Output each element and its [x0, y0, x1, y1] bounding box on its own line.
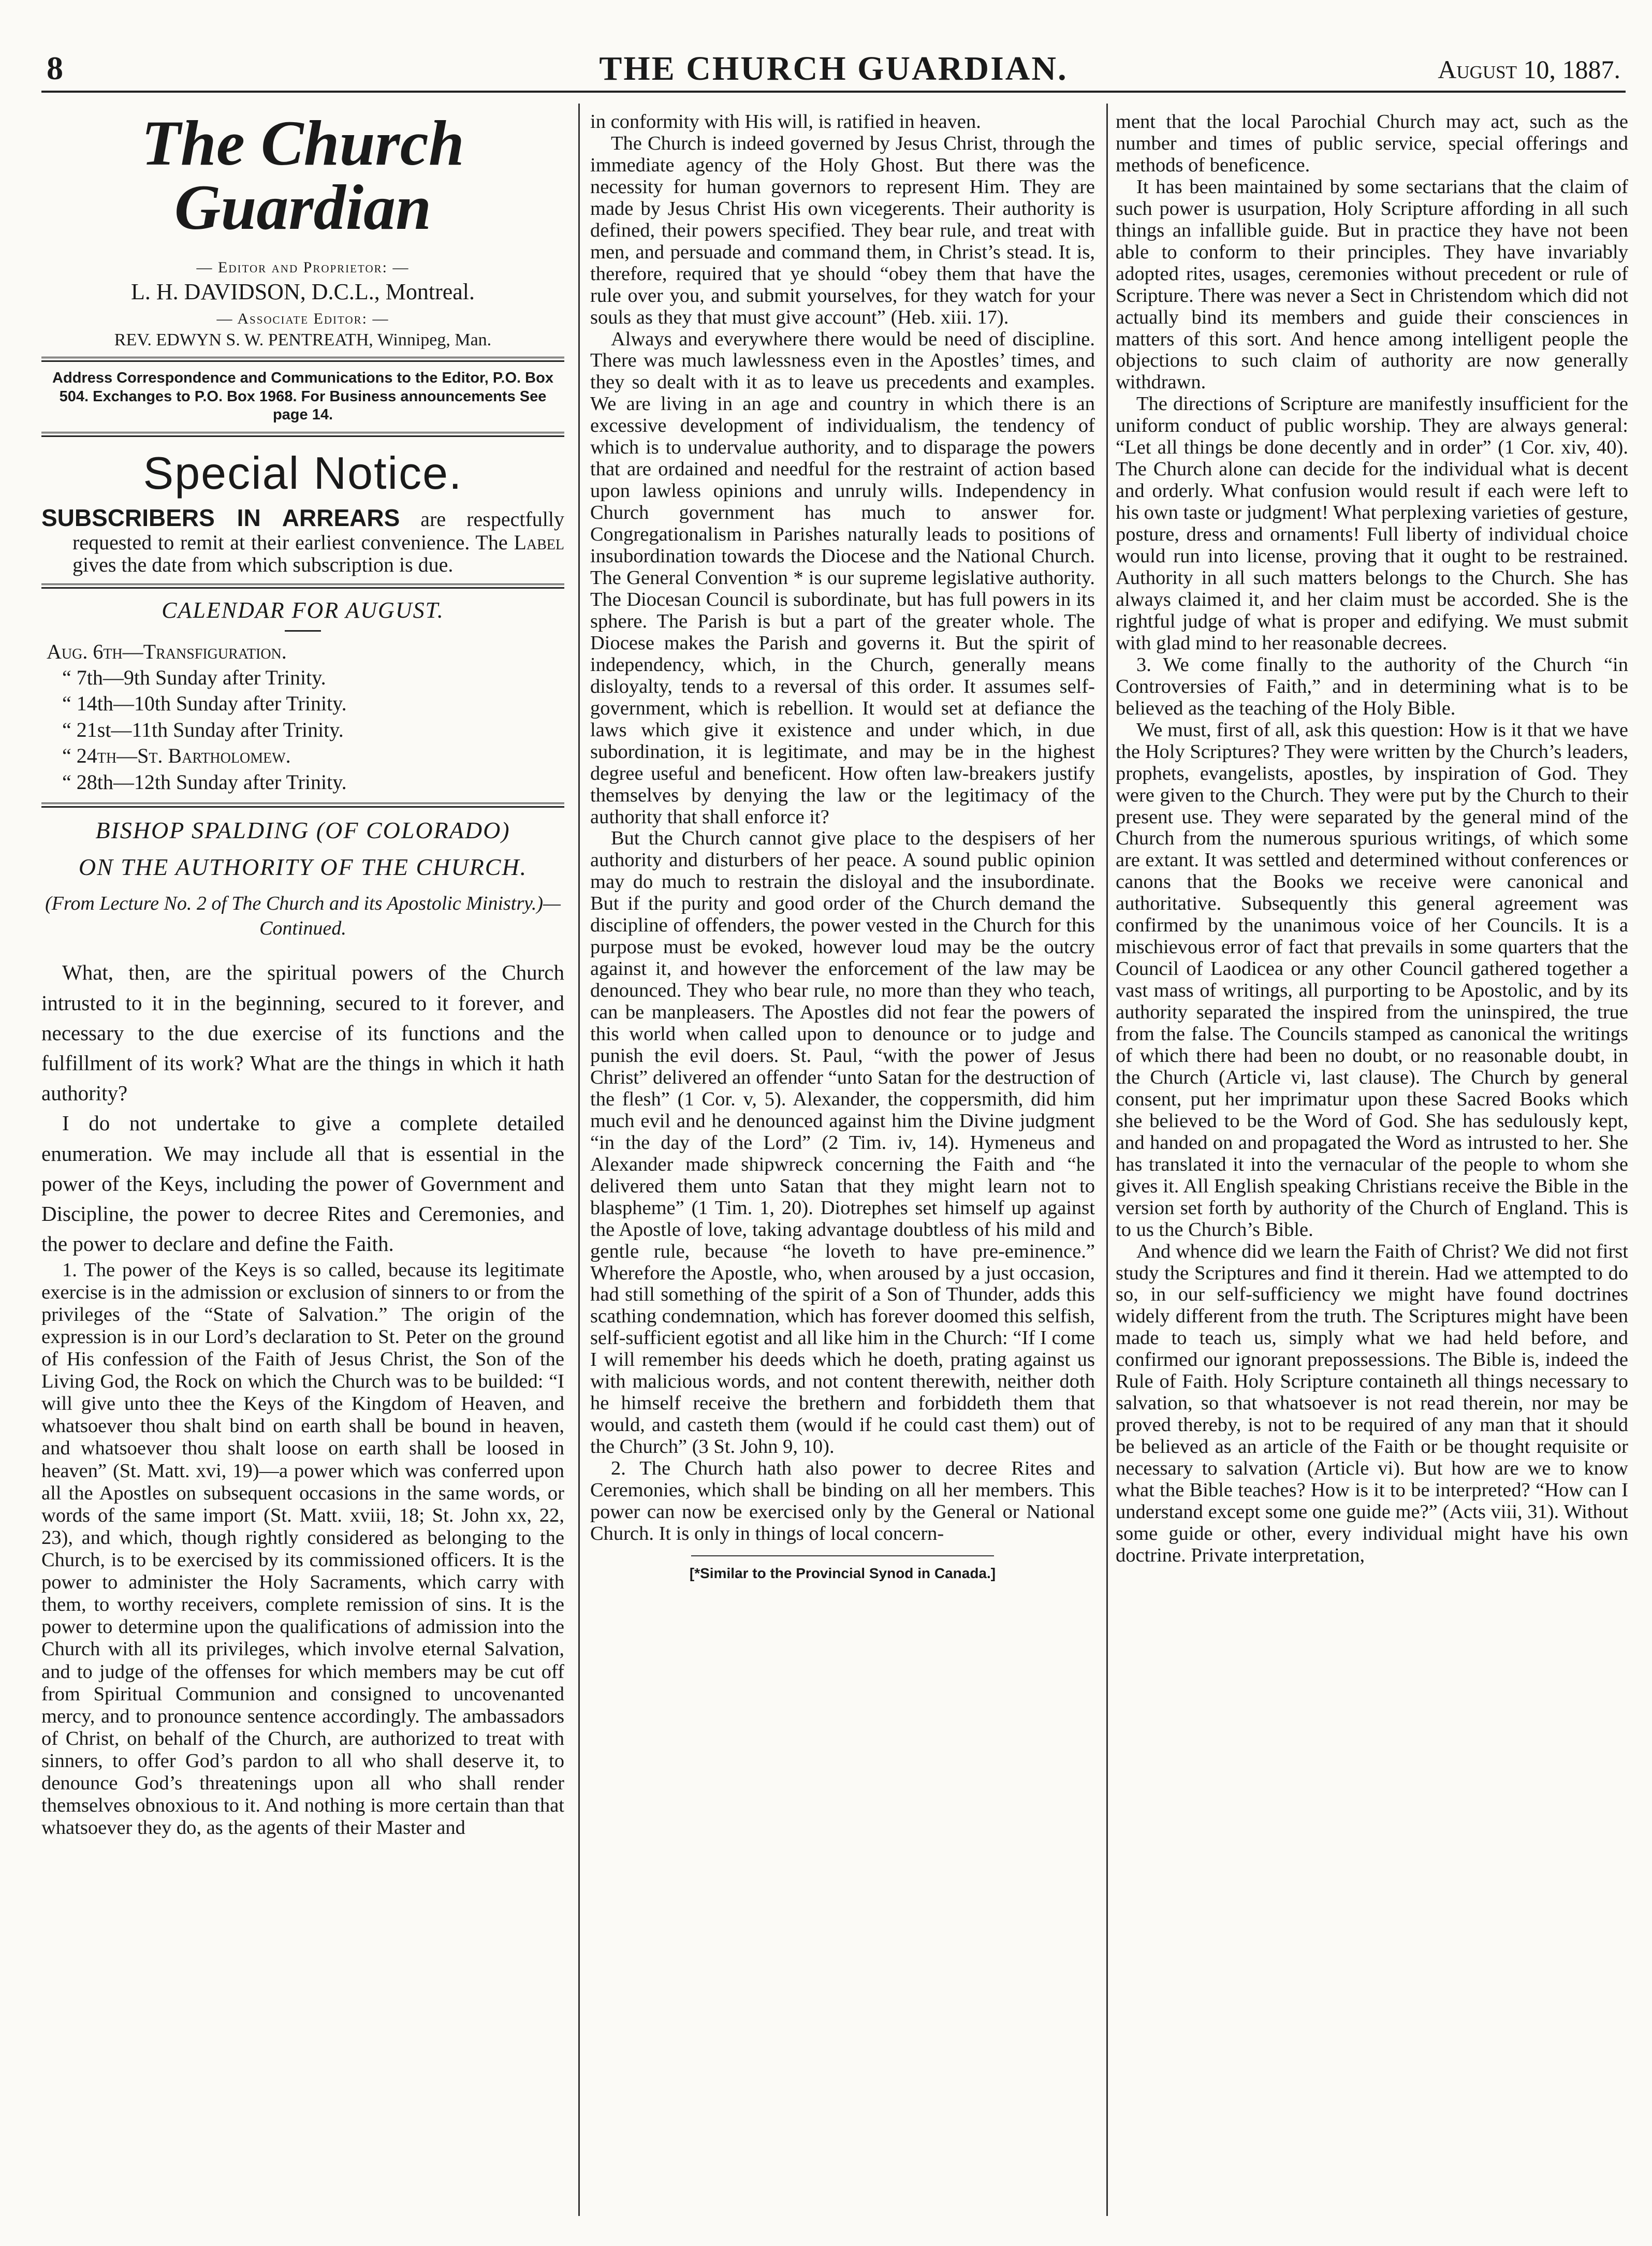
editor-label: — Editor and Proprietor: —	[196, 259, 410, 276]
column-rule	[578, 104, 580, 2216]
footnote: [*Similar to the Provincial Synod in Canada.]	[689, 1565, 996, 1581]
page-number: 8	[47, 50, 63, 86]
divider	[285, 630, 321, 632]
divider	[41, 357, 564, 362]
calendar-item: “ 21st—11th Sunday after Trinity.	[62, 718, 344, 741]
calendar-list	[47, 639, 564, 795]
article-paragraph: The directions of Scripture are manifestly insufficient for the uniform conduct of public worship. They are always general: “Let all things be done decently and in order” (1 Cor. xiv, 40). The Church alone can decide for the individual what is decent and orderly. What confusion would result if each were left to his own taste or judgment! What perplexing varieties of gesture, posture, dress and ornaments! Full liberty of individual choice would run into license, proving that it ought to be restrained. Authority in all such matters belongs to the Church. She has always claimed it, and her claim must be accorded. She is the rightful judge of what is proper and edifying. We must submit with glad mind to her reasonable decrees.	[1116, 393, 1628, 654]
notice-label-word: Label	[514, 530, 564, 554]
special-notice-heading: Special Notice.	[143, 447, 463, 499]
footnote-rule	[691, 1555, 994, 1556]
associate-editor-name: REV. EDWYN S. W. PENTREATH, Winnipeg, Man.	[114, 330, 492, 350]
editor-name: L. H. DAVIDSON, D.C.L., Montreal.	[130, 279, 475, 304]
article-body-col1	[41, 957, 564, 1839]
calendar-item: “ 28th—12th Sunday after Trinity.	[62, 770, 347, 794]
subscribers-lead: SUBSCRIBERS IN ARREARS	[41, 504, 400, 532]
article-source: (From Lecture No. 2 of The Church and its Apostolic Ministry.)—Continued.	[45, 893, 561, 939]
article-heading-line-1: BISHOP SPALDING (OF COLORADO)	[95, 817, 510, 844]
divider	[41, 803, 564, 808]
article-paragraph: It has been maintained by some sectarians that the claim of such power is usurpation, Holy Scripture affording in all such things an infallible guide. But in practice they have not been able to conform to their principles. They have invariably adopted rites, usages, ceremonies without precedent or rule of Scripture. There was never a Sect in Christendom which did not actually bind its members and guide their consciences in matters of this sort. And hence among intelligent people the objections to such claim of authority are now generally withdrawn.	[1116, 176, 1628, 393]
calendar-item: “ 7th—9th Sunday after Trinity.	[62, 666, 326, 690]
divider	[41, 432, 564, 437]
article-heading-line-2: ON THE AUTHORITY OF THE CHURCH.	[78, 854, 528, 881]
article-paragraph: in conformity with His will, is ratified in heaven.	[590, 111, 981, 133]
article-paragraph: 2. The Church hath also power to decree Rites and Ceremonies, which shall be binding on all her members. This power can now be exercised only by the General or National Church. It is only in things of local concern-	[590, 1457, 1095, 1544]
article-paragraph: But the Church cannot give place to the despisers of her authority and disturbers of her peace. A sound public opinion may do much to restrain the disloyal and the insubordinate. But if the purity and good order of the Church demand the discipline of offenders, the power vested in the Church for this purpose must be evoked, however loud may be the outcry against it, and however the enforcement of the law may be denounced. They who bear rule, no more than they who teach, can be manpleasers. The Apostles did not fear the powers of this world when called upon to denounce or to judge and punish the evil doers. St. Paul, “with the power of Jesus Christ” delivered an offender “unto Satan for the destruction of the flesh” (1 Cor. v, 5). Alexander, the coppersmith, did him much evil and he denounced against him the Divine judgment “in the day of the Lord” (2 Tim. iv, 14). Hymeneus and Alexander made shipwreck concerning the Faith and “he delivered them unto Satan that they might learn not to blaspheme” (1 Tim. 1, 20). Diotrephes set himself up against the Apostle of love, taking advantage doubtless of his mild and gentle rule, because “he loveth to have pre-eminence.” Wherefore the Apostle, who, when aroused by a just occasion, had still something of the spirit of a Son of Thunder, adds this scathing condemnation, which has forever doomed this selfish, self-sufficient egotist and all like him in the Church: “If I come I will remember his deeds which he doeth, prating against us with malicious words, and not content therewith, neither doth he himself receive the brethern and forbiddeth them that would, and casteth them (would if he could cast them) out of the Church” (3 St. John 9, 10).	[590, 827, 1095, 1458]
article-paragraph: Always and everywhere there would be need of discipline. There was much lawlessness even in the Apostles’ times, and they so dealt with it as to leave us precedents and examples. We are living in an age and country in which there is an excessive development of individualism, the tendency of which is to undervalue authority, and to disparage the powers that are ordained and needful for the restraint of action based upon lawless opinions and unruly wills. Independency in Church government has much to answer for. Congregationalism in Parishes naturally leads to positions of insubordination towards the Diocese and the National Church. The General Convention * is our supreme legislative authority. The Diocesan Council is subordinate, but has full powers in its sphere. The Parish is but a part of the greater whole. The Diocese makes the Parish and governs it. But the spirit of independency, which, in the Church, generally means disloyalty, tends to a reversal of this order. It assumes self-government, which is rebellion. It would set at defiance the laws which give it existence and under which, in due subordination, it is legitimate, and may be in the highest degree useful and beneficent. How often law-breakers justify themselves by denying the law or the legitimacy of the authority that shall enforce it?	[590, 328, 1095, 828]
calendar-item: Aug. 6th—Transfiguration.	[47, 639, 287, 663]
article-paragraph: 3. We come finally to the authority of the Church “in Controversies of Faith,” and in determining what is to be believed as the teaching of the Holy Bible.	[1116, 653, 1628, 719]
article-paragraph: What, then, are the spiritual powers of the Church intrusted to it in the beginning, secured to it forever, and necessary to the due exercise of its functions and the fulfillment of its work? What are the things in which it hath authority?	[41, 960, 564, 1105]
newspaper-title: THE CHURCH GUARDIAN.	[599, 50, 1068, 87]
notice-text: gives the date from which subscription is due.	[72, 553, 454, 577]
article-paragraph: 1. The power of the Keys is so called, because its legitimate exercise is in the admission or exclusion of sinners to or from the privileges of the “State of Salvation.” The origin of the expression is in our Lord’s declaration to St. Peter on the ground of His confession of the Faith of Jesus Christ, the Son of the Living God, the Rock on which the Church was to be builded: “I will give unto thee the Keys of the Kingdom of Heaven, and whatsoever thou shalt bind on earth shall be bound in heaven, and whatsoever thou shalt loose on earth shall be loosed in heaven” (St. Matt. xvi, 19)—a power which was conferred upon all the Apostles on subsequent occasions in the same words, or words of the same import (St. Matt. xviii, 18; St. John xx, 22, 23), and which, though rightly considered as belonging to the Church, is to be exercised by its commissioned officers. It is the power to administer the Holy Sacraments, which carry with them, to worthy receivers, complete remission of sins. It is the power to determine upon the qualifications of admission into the Church with all its privileges, which involve eternal Salvation, and to judge of the offenses for which members may be cut off from Spiritual Communion and consigned to uncovenanted mercy, and to pronounce sentence accordingly. The ambassadors of Christ, on behalf of the Church, are authorized to treat with sinners, to offer God’s pardon to all who shall deserve it, to denounce God’s threatenings upon all who shall render themselves obnoxious to it. And nothing is more certain than that whatsoever they do, as the agents of their Master and	[41, 1259, 564, 1839]
column-rule	[1106, 104, 1108, 2216]
divider	[41, 584, 564, 589]
article-paragraph: The Church is indeed governed by Jesus Christ, through the immediate agency of the Holy Ghost. But there was the necessity for human governors to represent Him. They are made by Jesus Christ His own vicegerents. Their authority is defined, their powers specified. They bear rule, and treat with men, and persuade and command them, in Christ’s stead. It is, therefore, required that ye should “obey them that have the rule over you, and submit yourselves, for they watch for your souls as they that must give account” (Heb. xiii. 17).	[590, 132, 1095, 328]
issue-date: August 10, 1887.	[1438, 55, 1620, 84]
address-notice: Address Correspondence and Communications to the Editor, P.O. Box 504. Exchanges to P.O. Box 1968. For Business announcements See page 14.	[52, 370, 553, 424]
column-1	[41, 111, 564, 2208]
column-2	[590, 111, 1095, 2208]
page-header	[41, 49, 1626, 93]
associate-editor-label: — Associate Editor: —	[216, 310, 389, 327]
masthead-title: The Church Guardian	[141, 111, 464, 243]
article-paragraph: We must, first of all, ask this question: How is it that we have the Holy Scriptures? They were written by the Church’s leaders, prophets, evangelists, apostles, by inspiration of God. They were given to the Church. They were put by the Church to their present use. They were separated by the general mind of the Church from the numerous spurious writings, of which some are extant. It was settled and determined without conferences or canons that the Books we receive were canonical and authoritative. Subsequently this general agreement was confirmed by the unanimous voice of her Councils. It is a mischievous error of fact that prevails in some quarters that the Council of Laodicea or any other Council gathered together a vast mass of writings, all purporting to be Apostolic, and by its authority separated the inspired from the uninspired, the true from the false. The Councils stamped as canonical the writings of which there had been no doubt, or no reasonable doubt, in the Church (Article vi, last clause). The Church by general consent, put her imprimatur upon these Sacred Books which she believed to be the Word of God. She has sedulously kept, and handed on and propagated the Word as intrusted to her. She has translated it into the vernacular of the people to whom she gives it. All English speaking Christians receive the Bible in the version set forth by authority of the Church of England. This is to us the Church’s Bible.	[1116, 719, 1628, 1241]
article-paragraph: I do not undertake to give a complete detailed enumeration. We may include all that is essential in the power of the Keys, including the power of Government and Discipline, the power to decree Rites and Ceremonies, and the power to declare and define the Faith.	[41, 1111, 564, 1256]
column-3	[1116, 111, 1628, 2208]
article-paragraph: And whence did we learn the Faith of Christ? We did not first study the Scriptures and find it therein. Had we attempted to do so, in our self-sufficiency we might have found doctrines widely different from the truth. The Scriptures might have been made to teach us, simply what we had held before, and confirmed our ignorant prepossessions. The Bible is, indeed the Rule of Faith. Holy Scripture containeth all things necessary to salvation, so that whatsoever is not read therein, nor may be proved thereby, is not to be required of any man that it should be believed as an article of the Faith or be thought requisite or necessary to salvation (Article vi). But how are we to know what the Bible teaches? How is it to be interpreted? “How can I understand except some one guide me?” (Acts viii, 31). Without some guide or other, every individual might have his own doctrine. Private interpretation,	[1116, 1240, 1628, 1566]
calendar-item: “ 14th—10th Sunday after Trinity.	[62, 692, 347, 716]
calendar-heading: CALENDAR FOR AUGUST.	[162, 597, 444, 623]
notice-text: are respectfully requested to remit at their earliest convenience. The	[72, 507, 564, 554]
subscribers-notice	[41, 505, 564, 576]
article-paragraph: ment that the local Parochial Church may act, such as the number and times of public service, special offerings and methods of beneficence.	[1116, 111, 1628, 176]
calendar-item: “ 24th—St. Bartholomew.	[62, 744, 291, 768]
